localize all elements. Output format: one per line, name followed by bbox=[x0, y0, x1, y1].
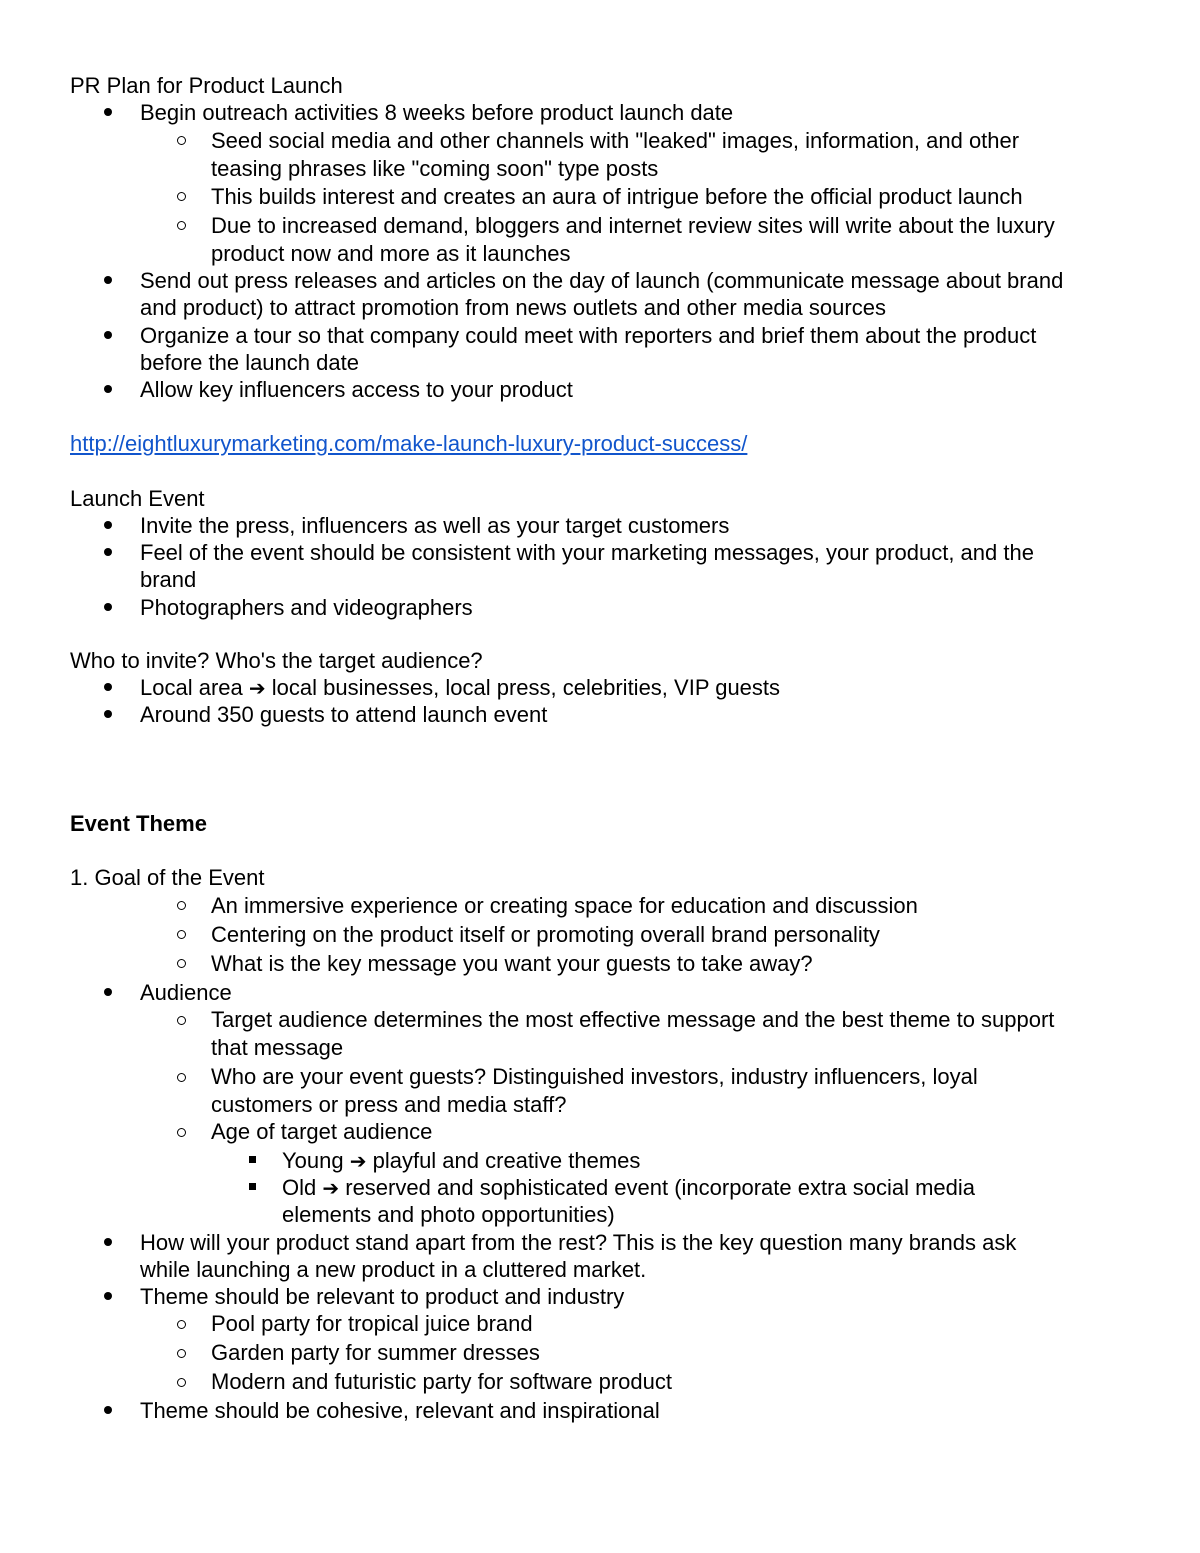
right-arrow-icon: ➔ bbox=[322, 1176, 340, 1200]
event-theme-title: Event Theme bbox=[70, 811, 207, 836]
goal-sub-centering: Centering on the product itself or promoting overall brand personality bbox=[211, 922, 880, 947]
pr-bullet-press-line1: Send out press releases and articles on the day of launch (communicate message about brand bbox=[140, 268, 1064, 293]
who-bullet-guests: Around 350 guests to attend launch event bbox=[140, 702, 548, 727]
bullet-icon bbox=[104, 1292, 112, 1300]
bullet-icon bbox=[104, 710, 112, 718]
bullet-icon bbox=[104, 683, 112, 691]
hollow-circle-bullet-icon bbox=[177, 1016, 186, 1025]
launch-bullet-invite: Invite the press, influencers as well as your target customers bbox=[140, 513, 730, 538]
age-old-suffix: reserved and sophisticated event (incorporate extra social media bbox=[339, 1175, 976, 1200]
theme-relevant-bullet: Theme should be relevant to product and industry bbox=[140, 1284, 625, 1309]
hollow-circle-bullet-icon bbox=[177, 136, 186, 145]
pr-bullet-influencers: Allow key influencers access to your product bbox=[140, 377, 573, 402]
bullet-icon bbox=[104, 108, 112, 116]
hollow-circle-bullet-icon bbox=[177, 959, 186, 968]
aud-sub-guests-line2: customers or press and media staff? bbox=[211, 1092, 567, 1117]
aud-sub-guests-line1: Who are your event guests? Distinguished investors, industry influencers, loyal bbox=[211, 1064, 978, 1089]
hollow-circle-bullet-icon bbox=[177, 930, 186, 939]
pr-bullet-press-line2: and product) to attract promotion from news outlets and other media sources bbox=[140, 295, 886, 320]
pr-bullet-tour-line2: before the launch date bbox=[140, 350, 359, 375]
pr-bullet-outreach: Begin outreach activities 8 weeks before product launch date bbox=[140, 100, 734, 125]
hollow-circle-bullet-icon bbox=[177, 1349, 186, 1358]
theme-cohesive-bullet: Theme should be cohesive, relevant and inspirational bbox=[140, 1398, 660, 1423]
pr-sub-interest: This builds interest and creates an aura of intrigue before the official product launch bbox=[211, 184, 1023, 209]
square-bullet-icon bbox=[249, 1183, 256, 1190]
launch-bullet-feel-line1: Feel of the event should be consistent with your marketing messages, your product, and the bbox=[140, 540, 1034, 565]
goal-sub-immersive: An immersive experience or creating space for education and discussion bbox=[211, 893, 918, 918]
bullet-icon bbox=[104, 1238, 112, 1246]
aud-sub-age: Age of target audience bbox=[211, 1119, 433, 1144]
launch-bullet-photographers: Photographers and videographers bbox=[140, 595, 473, 620]
audience-bullet: Audience bbox=[140, 980, 232, 1005]
goal-heading: 1. Goal of the Event bbox=[70, 865, 265, 890]
goal-sub-key-message: What is the key message you want your guests to take away? bbox=[211, 951, 813, 976]
bullet-icon bbox=[104, 331, 112, 339]
age-old-prefix: Old bbox=[282, 1175, 323, 1200]
hollow-circle-bullet-icon bbox=[177, 1320, 186, 1329]
right-arrow-icon: ➔ bbox=[349, 1149, 367, 1173]
stand-apart-line1: How will your product stand apart from the rest? This is the key question many brands ask bbox=[140, 1230, 1017, 1255]
bullet-icon bbox=[104, 1406, 112, 1414]
hollow-circle-bullet-icon bbox=[177, 221, 186, 230]
age-young bbox=[282, 1147, 640, 1176]
who-local-prefix: Local area bbox=[140, 675, 249, 700]
who-local-suffix: local businesses, local press, celebrities, VIP guests bbox=[265, 675, 781, 700]
rel-sub-pool: Pool party for tropical juice brand bbox=[211, 1311, 533, 1336]
bullet-icon bbox=[104, 385, 112, 393]
aud-sub-target-line1: Target audience determines the most effective message and the best theme to support bbox=[211, 1007, 1055, 1032]
bullet-icon bbox=[104, 988, 112, 996]
bullet-icon bbox=[104, 276, 112, 284]
hollow-circle-bullet-icon bbox=[177, 901, 186, 910]
source-link[interactable]: http://eightluxurymarketing.com/make-launch-luxury-product-success/ bbox=[70, 431, 748, 456]
rel-sub-garden: Garden party for summer dresses bbox=[211, 1340, 540, 1365]
right-arrow-icon: ➔ bbox=[248, 676, 266, 700]
pr-plan-title: PR Plan for Product Launch bbox=[70, 73, 343, 98]
age-old-line1 bbox=[282, 1174, 975, 1203]
hollow-circle-bullet-icon bbox=[177, 1073, 186, 1082]
pr-sub-demand-line1: Due to increased demand, bloggers and internet review sites will write about the luxury bbox=[211, 213, 1055, 238]
bullet-icon bbox=[104, 603, 112, 611]
rel-sub-modern: Modern and futuristic party for software product bbox=[211, 1369, 672, 1394]
pr-sub-seed-line2: teasing phrases like "coming soon" type posts bbox=[211, 156, 659, 181]
stand-apart-line2: while launching a new product in a cluttered market. bbox=[140, 1257, 647, 1282]
pr-sub-seed-line1: Seed social media and other channels with "leaked" images, information, and other bbox=[211, 128, 1020, 153]
age-young-suffix: playful and creative themes bbox=[366, 1148, 641, 1173]
bullet-icon bbox=[104, 521, 112, 529]
who-title: Who to invite? Who's the target audience? bbox=[70, 648, 483, 673]
age-old-line2: elements and photo opportunities) bbox=[282, 1202, 615, 1227]
square-bullet-icon bbox=[249, 1156, 256, 1163]
launch-bullet-feel-line2: brand bbox=[140, 567, 197, 592]
pr-sub-demand-line2: product now and more as it launches bbox=[211, 241, 571, 266]
hollow-circle-bullet-icon bbox=[177, 192, 186, 201]
launch-event-title: Launch Event bbox=[70, 486, 205, 511]
age-young-prefix: Young bbox=[282, 1148, 350, 1173]
who-bullet-local bbox=[140, 674, 780, 703]
hollow-circle-bullet-icon bbox=[177, 1128, 186, 1137]
pr-bullet-tour-line1: Organize a tour so that company could meet with reporters and brief them about the product bbox=[140, 323, 1037, 348]
bullet-icon bbox=[104, 548, 112, 556]
aud-sub-target-line2: that message bbox=[211, 1035, 344, 1060]
hollow-circle-bullet-icon bbox=[177, 1378, 186, 1387]
